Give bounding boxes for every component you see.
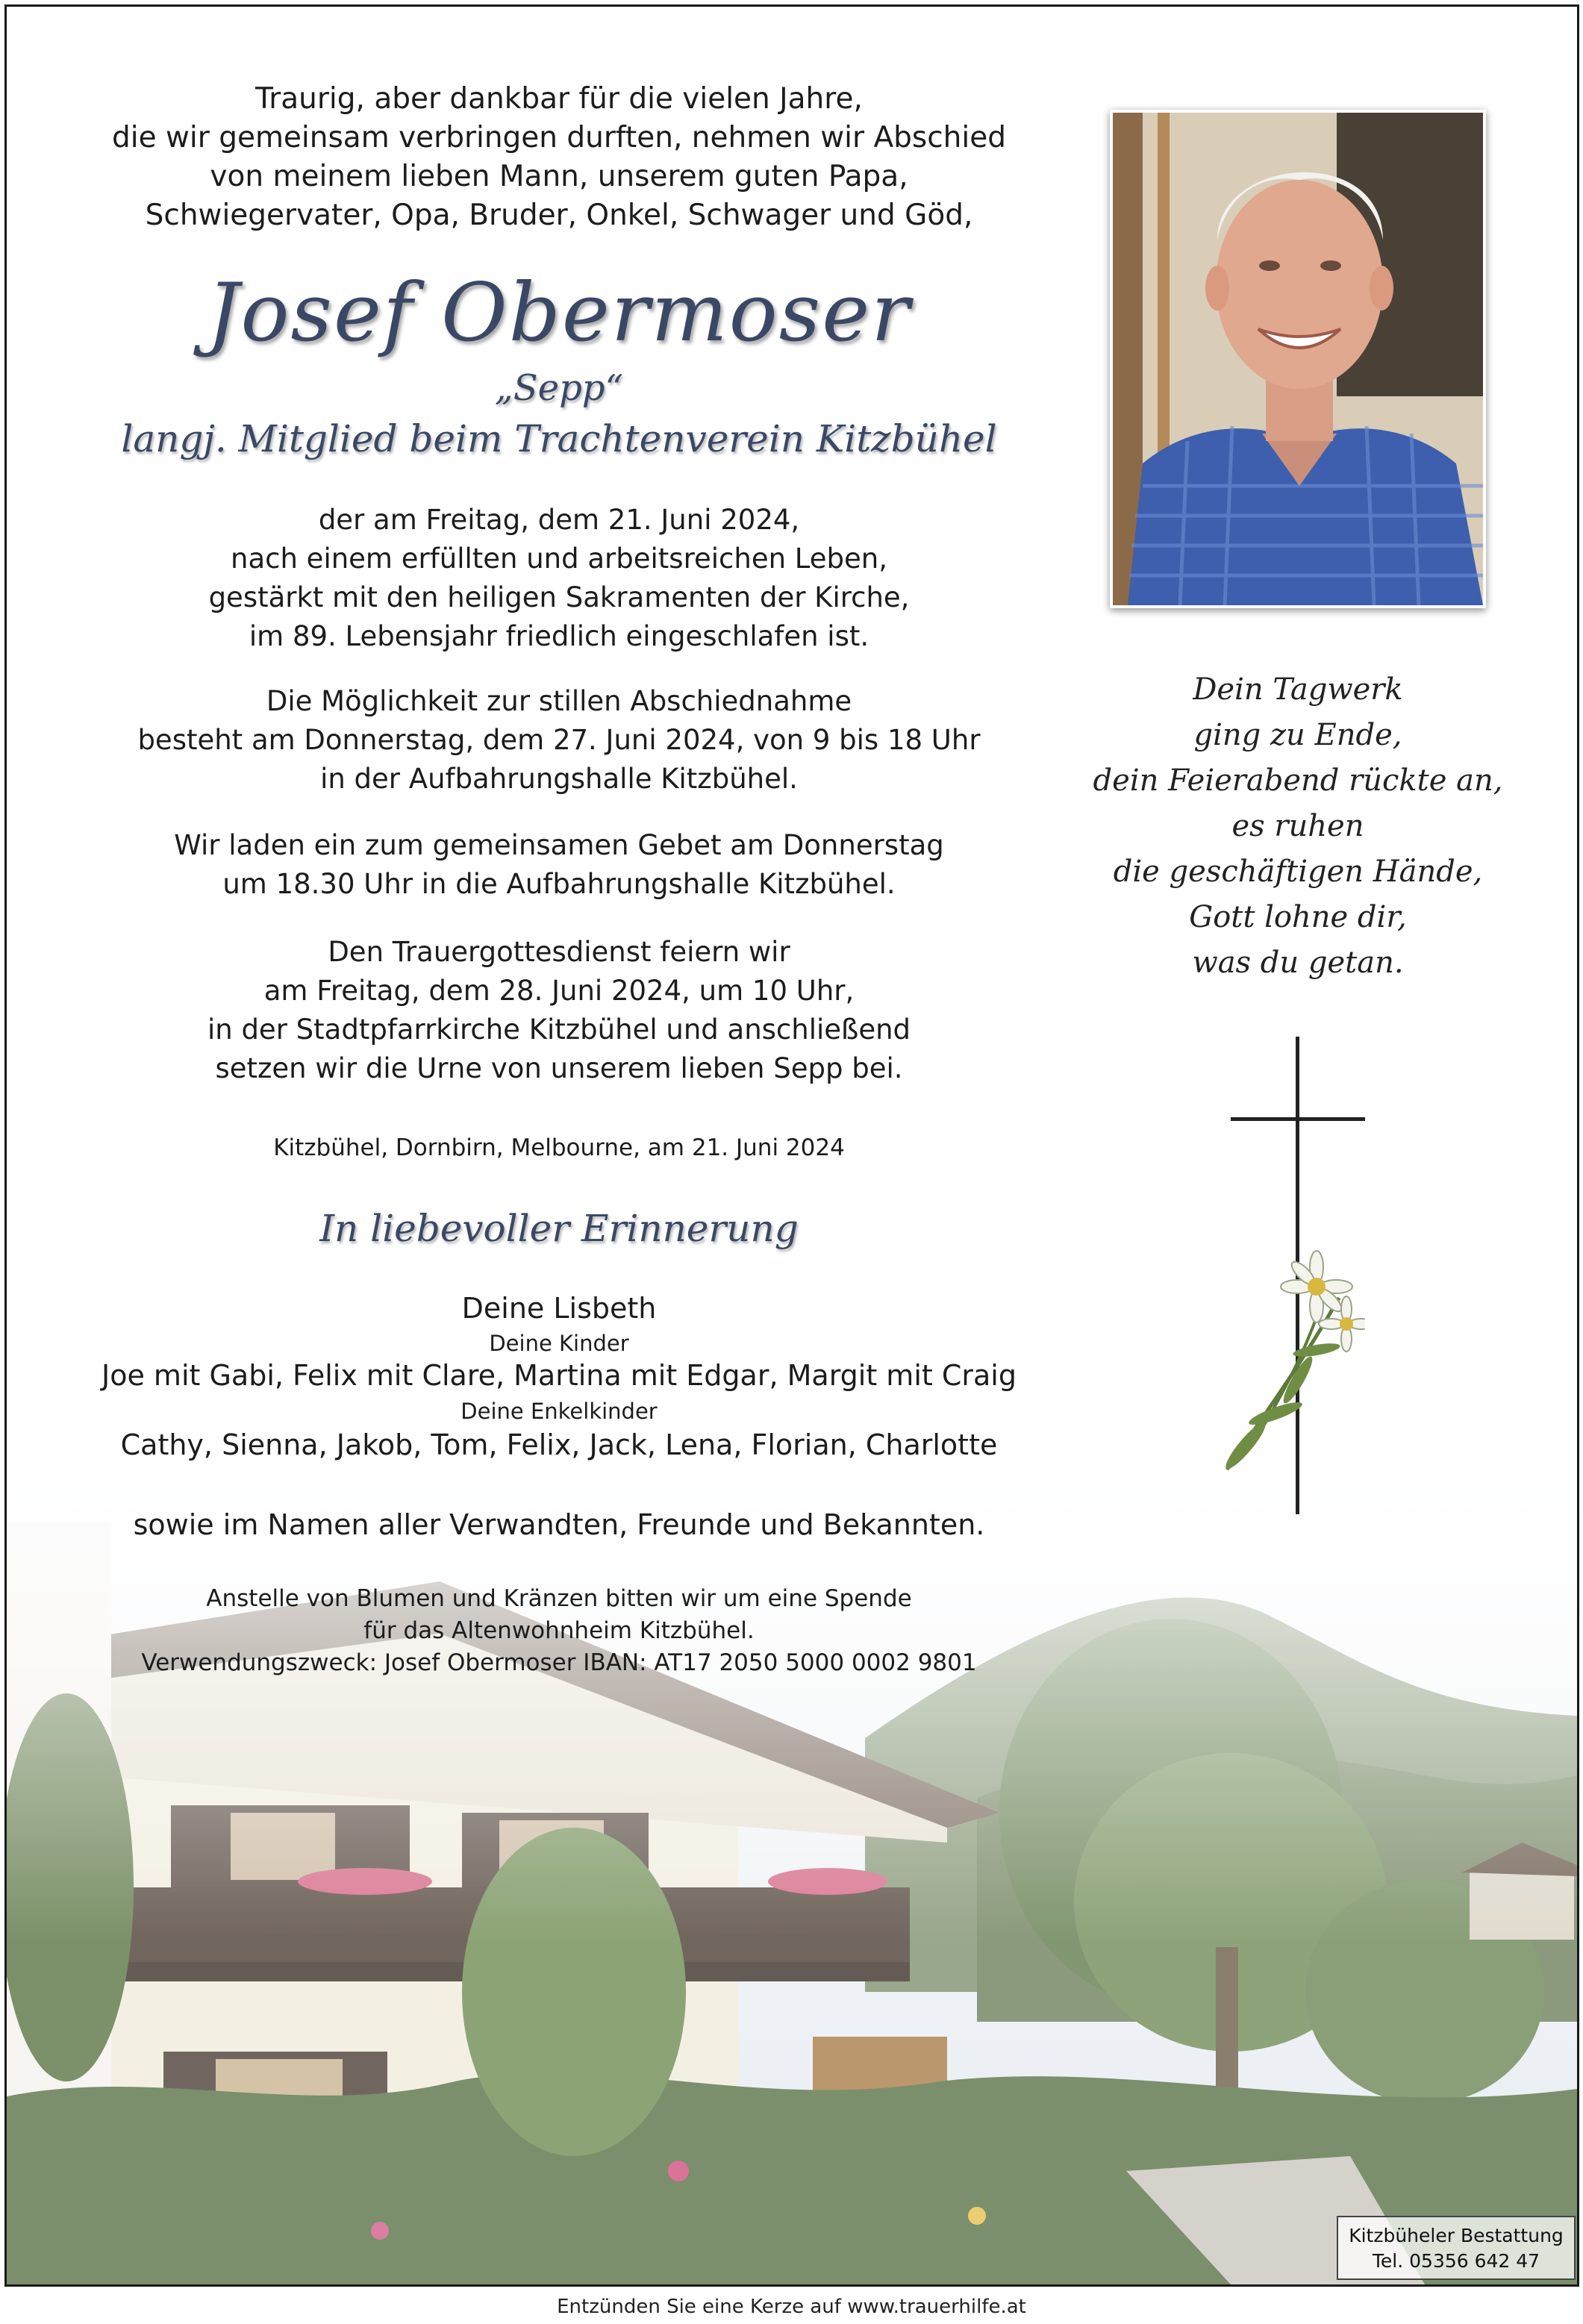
poem-line: ging zu Ende, [1193,718,1402,752]
intro-line: die wir gemeinsam verbringen durften, nehmen wir Abschied [112,121,1006,154]
service-line: am Freitag, dem 28. Juni 2024, um 10 Uhr, [263,975,855,1007]
viewing-line: Die Möglichkeit zur stillen Abschiednahme [266,685,852,717]
poem-line: es ruhen [1231,809,1364,843]
donation-notice [51,1583,1067,1679]
family-spouse: Deine Lisbeth [461,1292,657,1325]
place-date: Kitzbühel, Dornbirn, Melbourne, am 21. Juni 2024 [273,1134,845,1161]
family-children-label: Deine Kinder [489,1331,629,1356]
portrait-illustration [1113,113,1483,605]
service-line: in der Stadtpfarrkirche Kitzbühel und anschließend [207,1013,911,1046]
obituary-card [4,4,1579,2287]
intro-line: Schwiegervater, Opa, Bruder, Onkel, Schwager und Göd, [145,199,973,232]
viewing-line: in der Aufbahrungshalle Kitzbühel. [320,763,798,795]
cross-edelweiss-icon [1186,1037,1365,1522]
service-line: Den Trauergottesdienst feiern wir [328,936,790,968]
family-children: Joe mit Gabi, Felix mit Clare, Martina mit Edgar, Margit mit Craig [102,1359,1017,1392]
intro-line: Traurig, aber dankbar für die vielen Jahre, [255,82,863,116]
poem [1059,667,1537,986]
memory-heading: In liebevoller Erinnerung [319,1207,799,1250]
portrait-photo [1110,110,1486,608]
footer-candle-link[interactable]: Entzünden Sie eine Kerze auf www.trauerhilfe.at [557,2296,1026,2318]
prayer-paragraph [51,826,1067,904]
intro-line: von meinem lieben Mann, unserem guten Papa, [210,160,908,193]
viewing-paragraph [51,682,1067,799]
intro-text [51,80,1067,235]
family-others: sowie im Namen aller Verwandten, Freunde und Bekannten. [133,1508,985,1541]
prayer-line: um 18.30 Uhr in die Aufbahrungshalle Kitzbühel. [222,868,896,900]
poem-line: Gott lohne dir, [1189,900,1407,934]
poem-line: dein Feierabend rückte an, [1093,763,1503,798]
family-grandchildren-label: Deine Enkelkinder [460,1399,658,1424]
donation-line: Anstelle von Blumen und Kränzen bitten wir um eine Spende [206,1585,912,1612]
family-grandchildren: Cathy, Sienna, Jakob, Tom, Felix, Jack, Lena, Florian, Charlotte [120,1428,998,1461]
prayer-line: Wir laden ein zum gemeinsamen Gebet am Donnerstag [174,829,944,861]
deceased-nickname: „Sepp“ [494,367,624,409]
undertaker-phone: Tel. 05356 642 47 [1372,2250,1540,2272]
poem-line: was du getan. [1192,946,1404,980]
background-house-landscape [7,1425,1577,2284]
service-line: setzen wir die Urne von unserem lieben Sepp bei. [215,1052,903,1084]
poem-line: Dein Tagwerk [1193,672,1403,707]
undertaker-name: Kitzbüheler Bestattung [1349,2225,1564,2246]
death-line: der am Freitag, dem 21. Juni 2024, [318,504,800,536]
viewing-line: besteht am Donnerstag, dem 27. Juni 2024, von 9 bis 18 Uhr [137,724,981,756]
donation-line: Verwendungszweck: Josef Obermoser IBAN: AT17 2050 5000 0002 9801 [141,1649,977,1676]
poem-line: die geschäftigen Hände, [1113,855,1483,889]
deceased-membership: langj. Mitglied beim Trachtenverein Kitzbühel [121,417,997,460]
death-line: im 89. Lebensjahr friedlich eingeschlafen ist. [249,620,869,652]
death-line: nach einem erfüllten und arbeitsreichen Leben, [231,543,887,575]
undertaker-stamp [1337,2216,1576,2280]
death-paragraph [51,501,1067,656]
donation-line: für das Altenwohnheim Kitzbühel. [363,1617,755,1644]
death-line: gestärkt mit den heiligen Sakramenten der Kirche, [208,581,910,613]
deceased-name: Josef Obermoser [207,266,911,360]
service-paragraph [51,933,1067,1088]
